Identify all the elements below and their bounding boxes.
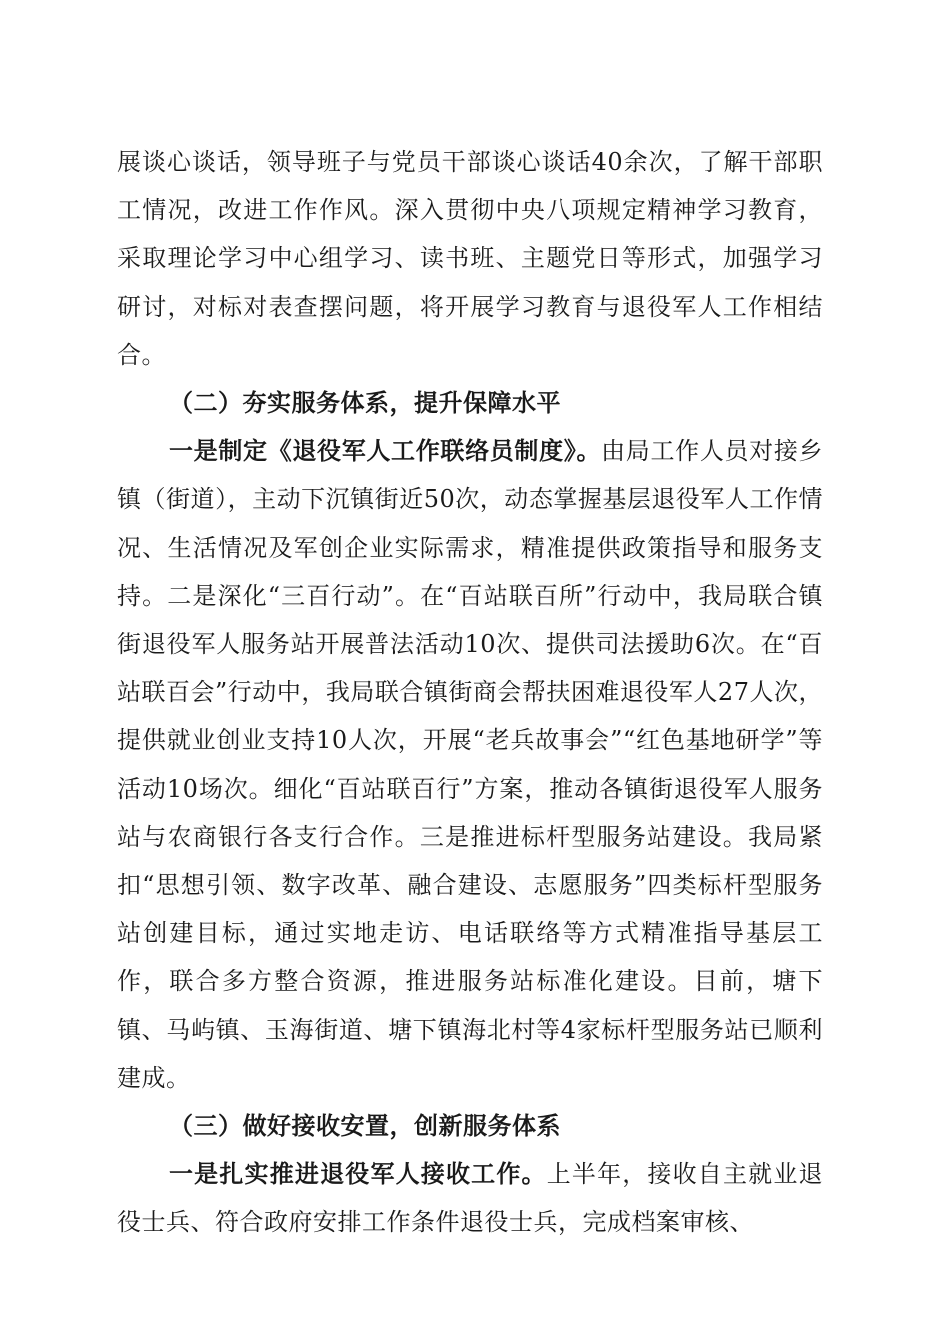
section-2-paragraph bbox=[117, 427, 823, 1102]
section-heading-3: （三）做好接收安置，创新服务体系 bbox=[169, 1111, 561, 1141]
section-3-body: 上半年，接收自主就业退役士兵、符合政府安排工作条件退役士兵，完成档案审核、 bbox=[117, 1160, 824, 1237]
section-3-lead: 一是扎实推进退役军人接收工作。 bbox=[169, 1159, 547, 1189]
document-page bbox=[117, 138, 823, 1247]
paragraph-continued: 展谈心谈话，领导班子与党员干部谈心谈话40余次，了解干部职工情况，改进工作作风。深入贯彻中央八项规定精神学习教育，采取理论学习中心组学习、读书班、主题党日等形式，加强学习研讨，对标对表查摆问题，将开展学习教育与退役军人工作相结合。 bbox=[117, 148, 823, 369]
section-heading-2: （二）夯实服务体系，提升保障水平 bbox=[169, 388, 561, 418]
section-2-body: 由局工作人员对接乡镇（街道），主动下沉镇街近50次，动态掌握基层退役军人工作情况、生活情况及军创企业实际需求，精准提供政策指导和服务支持。二是深化“三百行动”。在“百站联百所”行动中，我局联合镇街退役军人服务站开展普法活动10次、提供司法援助6次。在“百站联百会”行动中，我局联合镇街商会帮扶困难退役军人27人次，提供就业创业支持10人次，开展“老兵故事会”“红色基地研学”等活动10场次。细化“百站联百行”方案，推动各镇街退役军人服务站与农商银行各支行合作。三是推进标杆型服务站建设。我局紧扣“思想引领、数字改革、融合建设、志愿服务”四类标杆型服务站创建目标，通过实地走访、电话联络等方式精准指导基层工作，联合多方整合资源，推进服务站标准化建设。目前，塘下镇、马屿镇、玉海街道、塘下镇海北村等4家标杆型服务站已顺利建成。 bbox=[117, 437, 824, 1092]
section-2-lead: 一是制定《退役军人工作联络员制度》。 bbox=[169, 436, 602, 466]
section-3-paragraph bbox=[117, 1150, 823, 1246]
